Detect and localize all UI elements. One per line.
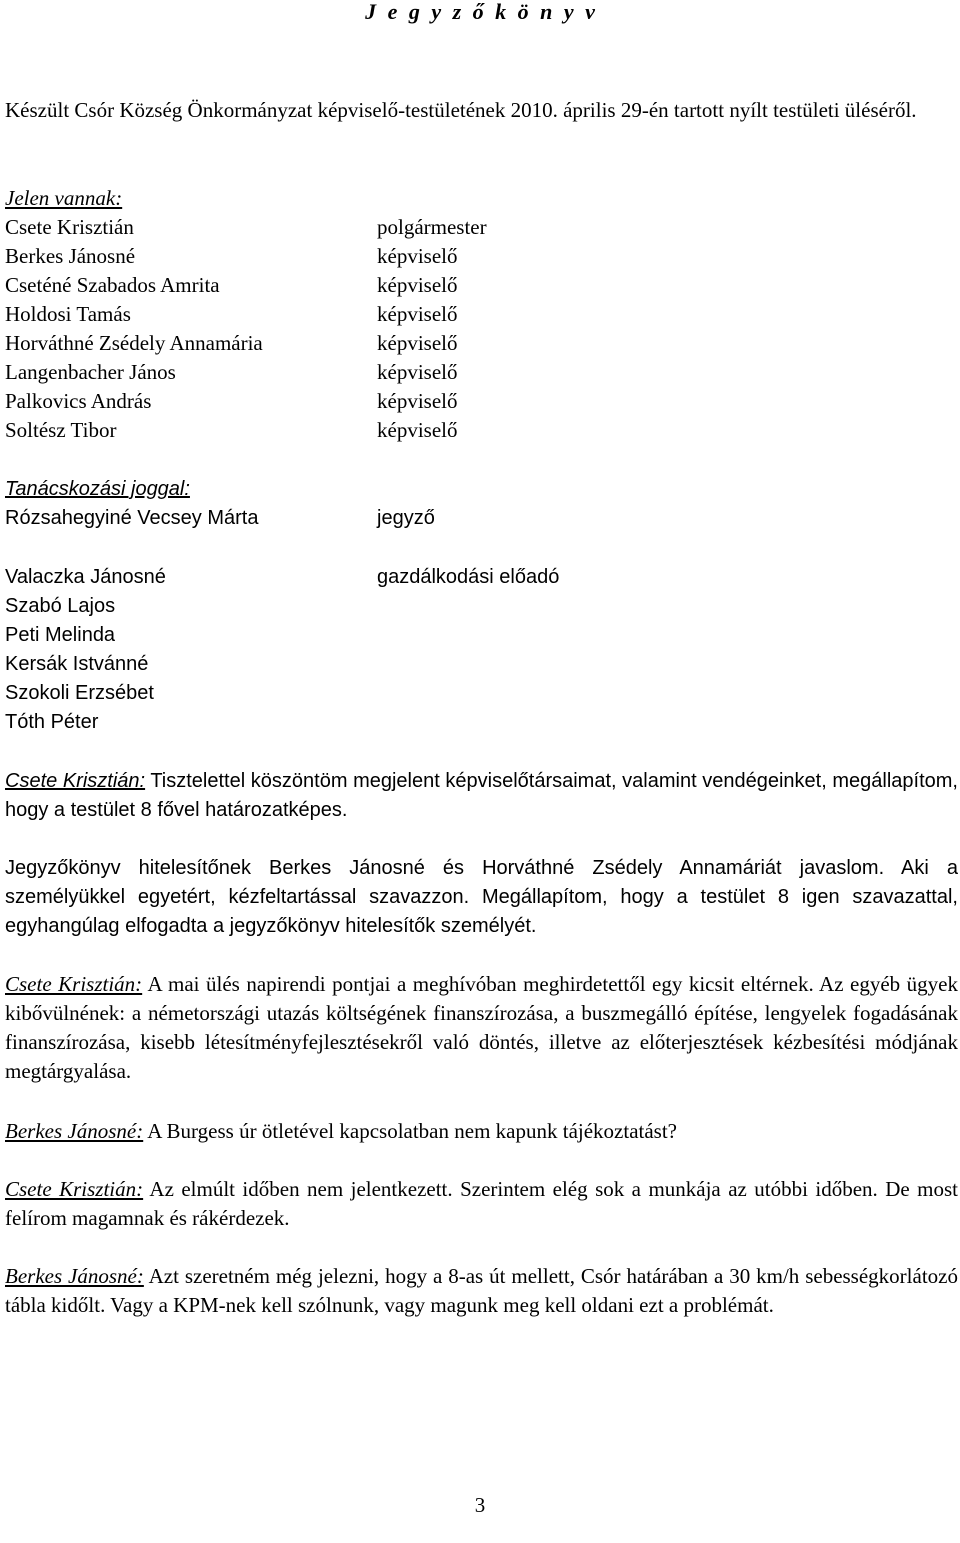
- page-number: 3: [474, 1493, 486, 1517]
- member-role: képviselő: [377, 244, 458, 268]
- member-name: Rózsahegyiné Vecsey Márta: [5, 507, 259, 529]
- member-name: Berkes Jánosné: [5, 244, 136, 268]
- member-role: képviselő: [377, 331, 458, 355]
- advisory-list: [5, 475, 958, 533]
- staff-name: Tóth Péter: [5, 711, 99, 733]
- staff-name: Valaczka Jánosné: [5, 566, 166, 588]
- paragraph-text: Az elmúlt időben nem jelentkezett. Szerintem elég sok a munkája az utóbbi időben. De most felírom magamnak és rákérdezek.: [5, 1177, 958, 1230]
- present-row: [5, 329, 958, 358]
- staff-row: [5, 621, 958, 650]
- staff-list: [5, 563, 958, 737]
- member-name: Csete Krisztián: [5, 215, 134, 239]
- document-page: [5, 0, 958, 1317]
- member-name: Holdosi Tamás: [5, 302, 131, 326]
- staff-role: [377, 708, 958, 737]
- staff-role: [377, 679, 958, 708]
- paragraph-text: Azt szeretném még jelezni, hogy a 8-as út mellett, Csór határában a 30 km/h sebességkorlátozó tábla kidőlt. Vagy a KPM-nek kell szólnunk, vagy magunk meg kell oldani ezt a problémát.: [5, 1264, 958, 1317]
- minutes-paragraph: [5, 854, 958, 941]
- staff-row: [5, 592, 958, 621]
- staff-role: gazdálkodási előadó: [377, 566, 560, 588]
- member-name: Soltész Tibor: [5, 418, 117, 442]
- present-row: [5, 271, 958, 300]
- staff-row: [5, 708, 958, 737]
- member-role: képviselő: [377, 273, 458, 297]
- advisory-heading: Tanácskozási joggal:: [5, 478, 190, 500]
- speaker-name: Berkes Jánosné:: [5, 1119, 144, 1143]
- document-title: J e g y z ő k ö n y v: [365, 0, 598, 24]
- staff-row: [5, 563, 958, 592]
- member-role: képviselő: [377, 360, 458, 384]
- member-name: Palkovics András: [5, 389, 152, 413]
- present-row: [5, 213, 958, 242]
- advisory-row: [5, 504, 958, 533]
- present-row: [5, 300, 958, 329]
- minutes-paragraph: [5, 1262, 958, 1320]
- present-row: [5, 387, 958, 416]
- staff-name: Peti Melinda: [5, 624, 116, 646]
- present-row: [5, 416, 958, 445]
- speaker-name: Csete Krisztián:: [5, 770, 146, 792]
- member-name: Horváthné Zsédely Annamária: [5, 331, 263, 355]
- member-role: képviselő: [377, 418, 458, 442]
- staff-name: Kersák Istvánné: [5, 653, 149, 675]
- present-row: [5, 242, 958, 271]
- member-name: Cseténé Szabados Amrita: [5, 273, 220, 297]
- speaker-name: Csete Krisztián:: [5, 972, 143, 996]
- speaker-name: Csete Krisztián:: [5, 1177, 144, 1201]
- minutes-paragraph: [5, 1175, 958, 1233]
- minutes-paragraph: [5, 1117, 958, 1146]
- member-name: Langenbacher János: [5, 360, 176, 384]
- paragraph-text: A Burgess úr ötletével kapcsolatban nem kapunk tájékoztatást?: [143, 1119, 678, 1143]
- minutes-paragraph: [5, 970, 958, 1086]
- staff-role: [377, 650, 958, 679]
- member-role: jegyző: [377, 507, 435, 529]
- member-role: képviselő: [377, 302, 458, 326]
- staff-role: [377, 621, 958, 650]
- staff-role: [377, 592, 958, 621]
- paragraph-text: Jegyzőkönyv hitelesítőnek Berkes Jánosné és Horváthné Zsédely Annamáriát javaslom. Aki a személyükkel egyetért, kézfeltartással szavazzon. Megállapítom, hogy a testület 8 igen szavazattal, egyhangúlag elfogadta a jegyzőkönyv hitelesítők személyét.: [5, 857, 958, 937]
- staff-name: Szokoli Erzsébet: [5, 682, 154, 704]
- speaker-name: Berkes Jánosné:: [5, 1264, 144, 1288]
- paragraph-text: Tisztelettel köszöntöm megjelent képviselőtársaimat, valamint vendégeinket, megállapítom, hogy a testület 8 fővel határozatképes.: [5, 770, 958, 821]
- member-role: képviselő: [377, 389, 458, 413]
- staff-row: [5, 679, 958, 708]
- present-row: [5, 358, 958, 387]
- present-list: [5, 184, 958, 445]
- present-heading: Jelen vannak:: [5, 186, 123, 210]
- minutes-paragraph: [5, 767, 958, 825]
- intro-paragraph: Készült Csór Község Önkormányzat képviselő-testületének 2010. április 29-én tartott nyílt testületi üléséről.: [5, 98, 917, 122]
- paragraph-text: A mai ülés napirendi pontjai a meghívóban meghirdetettől egy kicsit eltérnek. Az egyéb ügyek kibővülnének: a németországi utazás költségének finanszírozása, a buszmegálló építése, lengyelek fogadásának finanszírozása, kisebb létesítményfejlesztésekről való döntés, illetve az előterjesztések kézbesítési módjának megtárgyalása.: [5, 972, 958, 1083]
- staff-name: Szabó Lajos: [5, 595, 116, 617]
- staff-row: [5, 650, 958, 679]
- member-role: polgármester: [377, 215, 487, 239]
